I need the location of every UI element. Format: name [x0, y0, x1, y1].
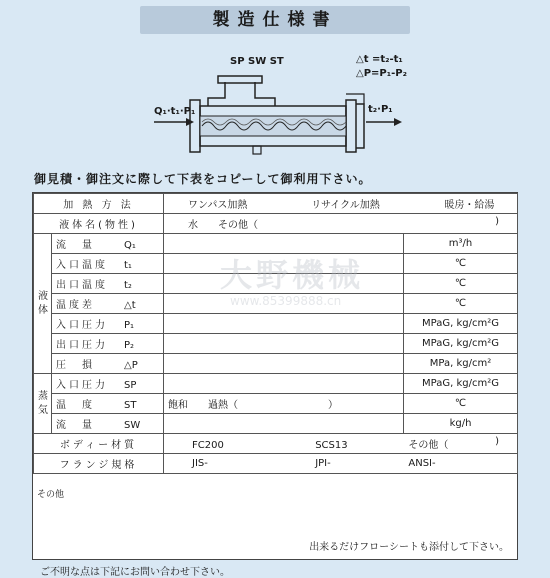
table-row	[34, 334, 518, 354]
table-row-heat-method	[34, 194, 518, 214]
flange-option-jis[interactable]: JIS-	[192, 458, 208, 469]
liquid-label: 液体名(物性)	[34, 214, 164, 234]
unit-cell: MPa, kg/cm²	[404, 354, 518, 374]
row-label: 入口温度 t₁	[52, 254, 164, 274]
unit-cell: MPaG, kg/cm²G	[404, 334, 518, 354]
outlet-label: t₂·P₁	[368, 104, 393, 115]
heat-exchanger-schematic	[150, 48, 550, 168]
body-material-options[interactable]	[164, 434, 518, 454]
liquid-field[interactable]	[164, 214, 518, 234]
watermark	[190, 250, 390, 330]
body-material-label: ボディー材質	[34, 434, 164, 454]
input-cell[interactable]	[164, 374, 404, 394]
unit-cell: ℃	[404, 254, 518, 274]
row-label: 温 度 ST	[52, 394, 164, 414]
category-steam: 蒸 気	[34, 374, 52, 434]
heat-method-options[interactable]	[164, 194, 518, 214]
row-label: 入口圧力 P₁	[52, 314, 164, 334]
table-row	[34, 394, 518, 414]
flange-label: フランジ規格	[34, 454, 164, 474]
watermark-text: 大野機械	[220, 256, 365, 294]
flowsheet-note: 出来るだけフローシートも添付して下さい。	[309, 542, 509, 553]
row-label: 温度差 △t	[52, 294, 164, 314]
table-row-flange	[34, 454, 518, 474]
body-option-fc200[interactable]: FC200	[192, 440, 224, 451]
row-label: 圧 損 △P	[52, 354, 164, 374]
unit-cell: MPaG, kg/cm²G	[404, 314, 518, 334]
table-row-body	[34, 434, 518, 454]
input-cell[interactable]	[164, 354, 404, 374]
input-cell[interactable]	[164, 334, 404, 354]
contact-note: ご不明な点は下記にお問い合わせ下さい。	[40, 567, 230, 578]
flange-options[interactable]	[164, 454, 518, 474]
body-paren: )	[495, 436, 500, 447]
input-cell[interactable]	[164, 414, 404, 434]
heat-exchanger-drawing	[150, 48, 550, 168]
heat-method-label: 加 熱 方 法	[34, 194, 164, 214]
unit-cell: ℃	[404, 294, 518, 314]
formula-dt: △t =t₂-t₁	[356, 54, 403, 65]
flange-option-jpi[interactable]: JPI-	[315, 458, 331, 469]
body-option-other[interactable]: その他（	[408, 440, 449, 451]
liquid-value: 水 その他（	[188, 220, 259, 231]
watermark-url: www.85399888.cn	[230, 294, 342, 308]
inlet-label: Q₁·t₁·P₁	[154, 106, 196, 117]
heat-option-onepass[interactable]: ワンパス加熱	[188, 200, 248, 211]
row-label: 流 量 SW	[52, 414, 164, 434]
row-label: 流 量 Q₁	[52, 234, 164, 254]
category-liquid: 液 体	[34, 234, 52, 374]
instruction-heading: 御見積・御注文に際して下表をコピーして御利用下さい。	[34, 172, 372, 186]
heat-option-heating[interactable]: 暖房・給湯	[444, 200, 495, 211]
table-row	[34, 354, 518, 374]
other-label: その他	[37, 490, 65, 500]
title-area	[0, 6, 550, 34]
unit-cell: MPaG, kg/cm²G	[404, 374, 518, 394]
unit-cell: ℃	[404, 274, 518, 294]
input-cell[interactable]: 飽和 過熱（ ）	[164, 394, 404, 414]
row-label: 入口圧力 SP	[52, 374, 164, 394]
unit-cell: kg/h	[404, 414, 518, 434]
table-row	[34, 374, 518, 394]
table-row-liquid	[34, 214, 518, 234]
row-label: 出口圧力 P₂	[52, 334, 164, 354]
page-title: 製造仕様書	[140, 6, 410, 34]
unit-cell: ℃	[404, 394, 518, 414]
liquid-paren: )	[495, 216, 500, 227]
row-label: 出口温度 t₂	[52, 274, 164, 294]
spec-sheet	[32, 192, 518, 560]
body-option-scs13[interactable]: SCS13	[315, 440, 348, 451]
unit-cell: m³/h	[404, 234, 518, 254]
formula-dp: △P=P₁-P₂	[356, 68, 407, 79]
schematic-top-label: SP SW ST	[230, 56, 284, 67]
spec-table	[33, 193, 518, 474]
table-row	[34, 414, 518, 434]
heat-option-recycle[interactable]: リサイクル加熱	[311, 200, 380, 211]
flange-option-ansi[interactable]: ANSI-	[408, 458, 436, 469]
